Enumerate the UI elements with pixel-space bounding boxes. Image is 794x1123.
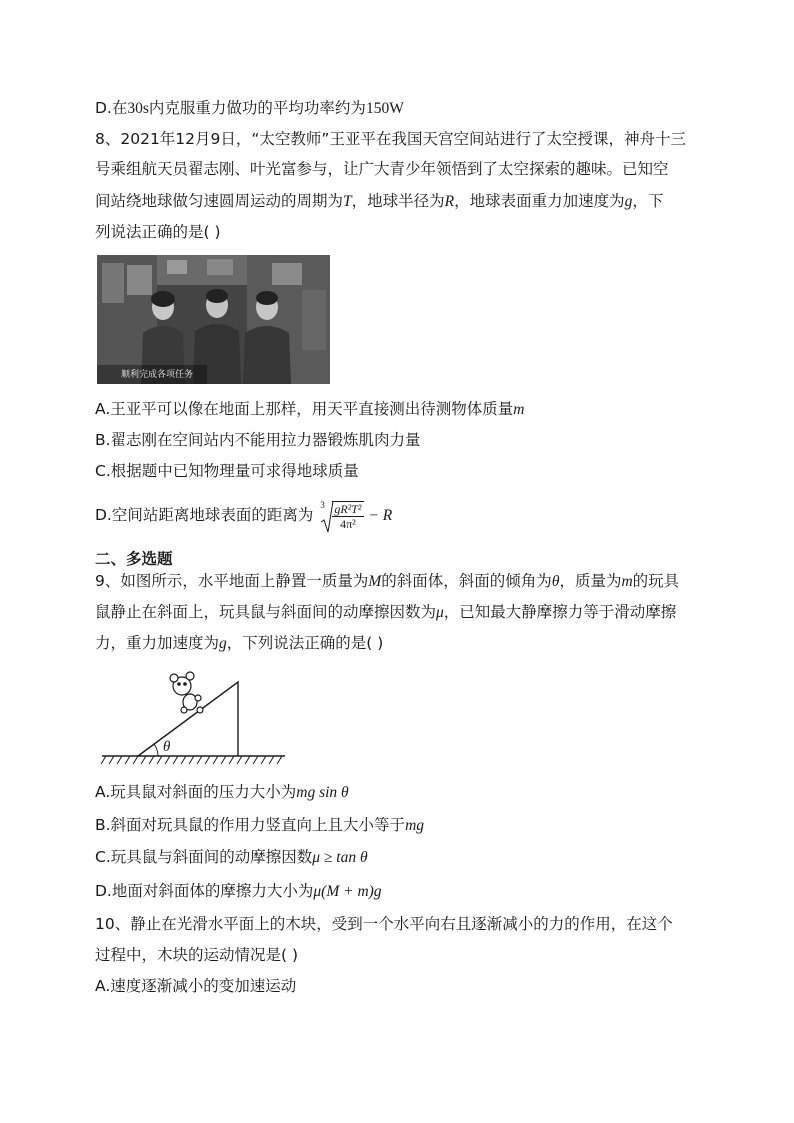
- incline-angle-label: θ: [163, 739, 171, 755]
- q8-stem-line2: 号乘组航天员翟志刚、叶光富参与，让广大青少年领悟到了太空探索的趣味。已知空: [95, 160, 669, 178]
- q8-stem-line3: 间站绕地球做匀速圆周运动的周期为T，地球半径为R，地球表面重力加速度为g，下: [95, 192, 664, 210]
- q8-option-c: C.根据题中已知物理量可求得地球质量: [95, 462, 359, 480]
- q9-stem-line3: 力，重力加速度为g，下列说法正确的是( ): [95, 634, 384, 652]
- q10-option-a: A.速度逐渐减小的变加速运动: [95, 977, 297, 995]
- radical-sign: [320, 500, 334, 534]
- photo-caption: 顺利完成各项任务: [121, 370, 194, 380]
- toy-mouse: [170, 672, 203, 713]
- cube-root-expression: 3 $\frac{\text{gR²T²}}{\text{4π²}}$: [318, 500, 363, 531]
- incline-figure: [100, 668, 290, 768]
- q9-option-a: A.玩具鼠对斜面的压力大小为mg sin θ: [95, 783, 349, 801]
- q9-stem-line1: 9、如图所示，水平地面上静置一质量为M的斜面体，斜面的倾角为θ，质量为m的玩具: [95, 572, 680, 590]
- q8-option-a: A.王亚平可以像在地面上那样，用天平直接测出待测物体质量m: [95, 400, 525, 418]
- section-heading-multi-choice: 二、多选题: [95, 550, 173, 568]
- angle-arc: [154, 744, 158, 756]
- q9-option-d: D.地面对斜面体的摩擦力大小为μ(M + m)g: [95, 882, 382, 900]
- q8-option-b: B.翟志刚在空间站内不能用拉力器锻炼肌肉力量: [95, 431, 421, 449]
- q8-option-d: D.空间站距离地球表面的距离为 3 $\frac{\text{gR²T²}}{\text{4π²}}$ − R: [95, 500, 392, 531]
- q9-stem-line2: 鼠静止在斜面上，玩具鼠与斜面间的动摩擦因数为μ，已知最大静摩擦力等于滑动摩擦: [95, 603, 677, 621]
- ground-hatch: [101, 756, 282, 764]
- q8-stem-line1: 8、2021年12月9日，“太空教师”王亚平在我国天宫空间站进行了太空授课，神舟十三: [95, 130, 686, 148]
- astronauts-photo-drawing: [97, 255, 330, 384]
- q10-stem-line2: 过程中，木块的运动情况是( ): [95, 946, 299, 964]
- q7-option-d: D.在30s内克服重力做功的平均功率约为150W: [95, 99, 404, 117]
- astronauts-photo: [97, 255, 330, 384]
- q9-option-c: C.玩具鼠与斜面间的动摩擦因数μ ≥ tan θ: [95, 848, 368, 866]
- q8-stem-line4: 列说法正确的是( ): [95, 223, 221, 241]
- q9-option-b: B.斜面对玩具鼠的作用力竖直向上且大小等于mg: [95, 816, 425, 834]
- q10-stem-line1: 10、静止在光滑水平面上的木块，受到一个水平向右且逐渐减小的力的作用，在这个: [95, 915, 673, 933]
